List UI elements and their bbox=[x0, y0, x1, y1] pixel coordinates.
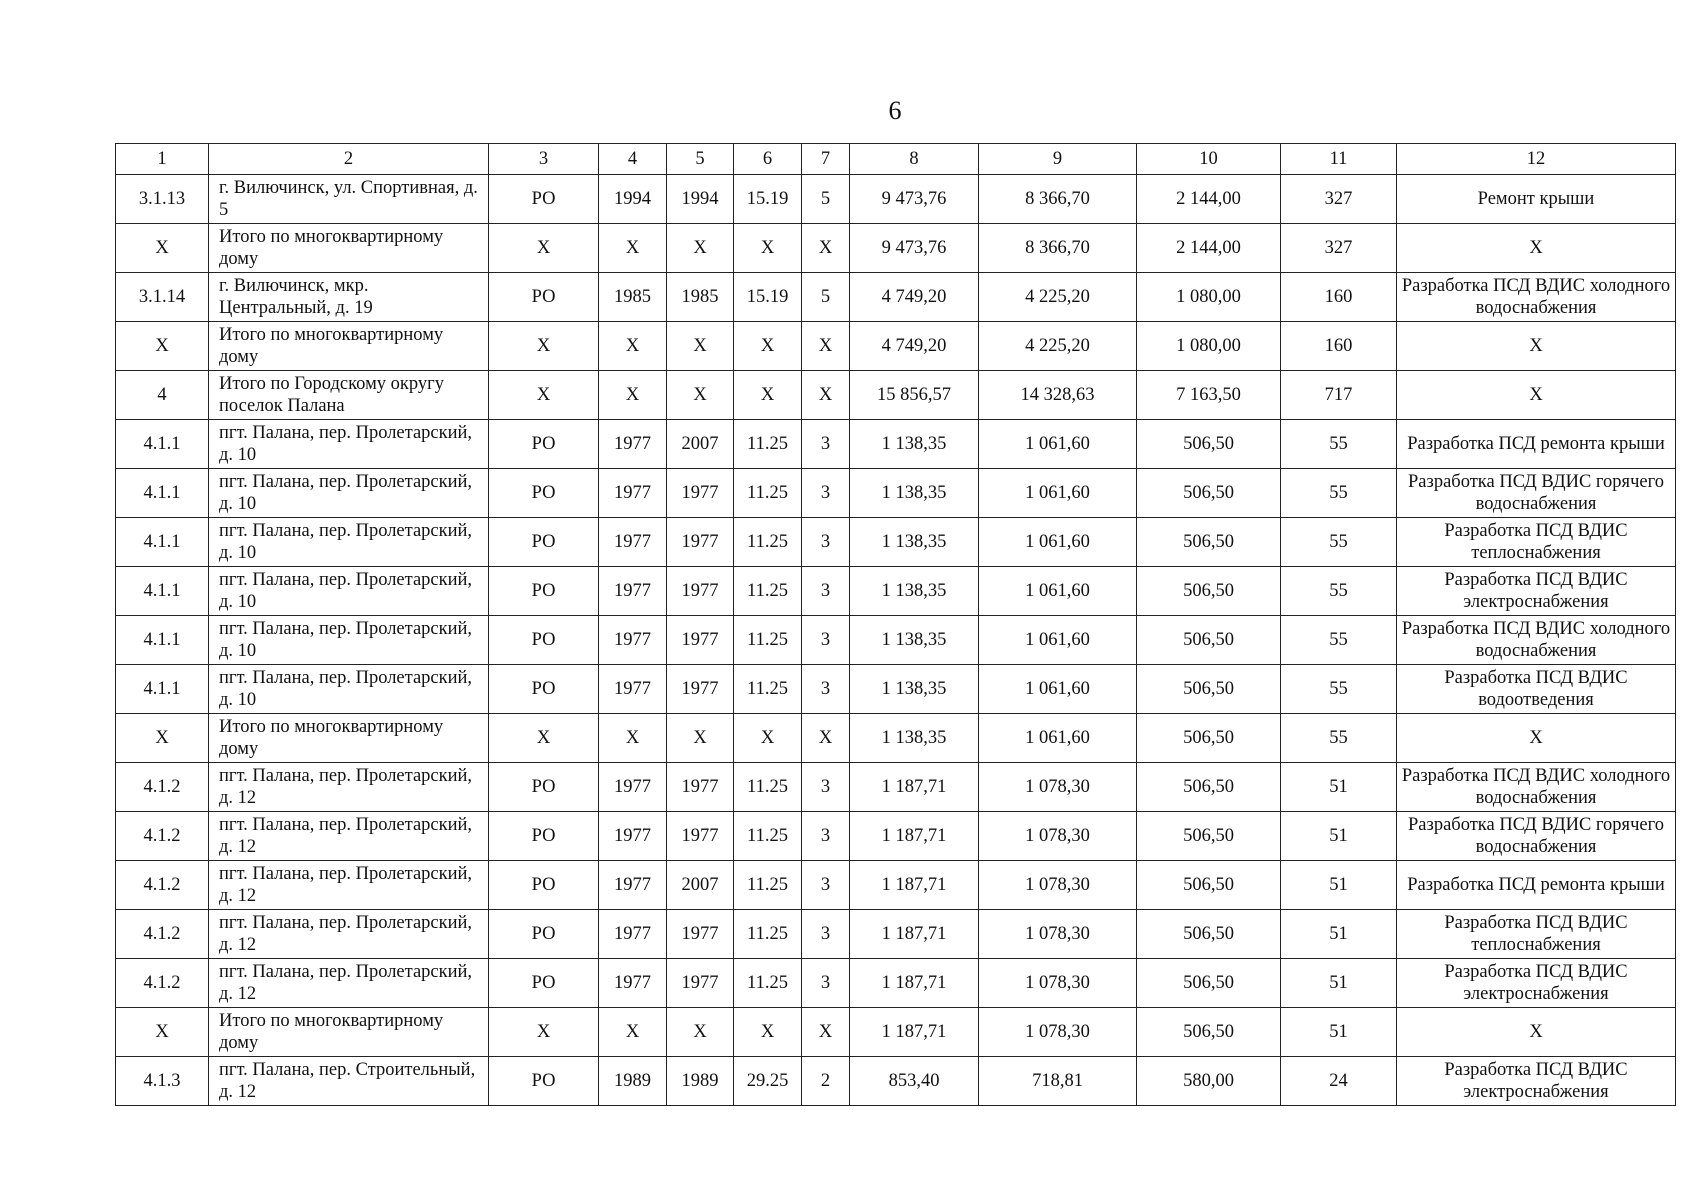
year-cell: 1977 bbox=[667, 469, 734, 518]
work-type-cell: Разработка ПСД ВДИС холодного водоснабжения bbox=[1397, 273, 1676, 322]
year-built-cell: 1977 bbox=[599, 469, 667, 518]
total-area-cell: 1 187,71 bbox=[850, 812, 979, 861]
year-built-cell: Х bbox=[599, 1008, 667, 1057]
year-cell: 1977 bbox=[667, 763, 734, 812]
page-number: 6 bbox=[888, 96, 902, 125]
area-cell: 506,50 bbox=[1137, 812, 1281, 861]
floors-cell: Х bbox=[802, 224, 850, 273]
total-area-cell: 9 473,76 bbox=[850, 224, 979, 273]
owner-cell: Х bbox=[489, 322, 599, 371]
year-built-cell: 1977 bbox=[599, 861, 667, 910]
year-built-cell: 1977 bbox=[599, 763, 667, 812]
total-area-cell: 1 138,35 bbox=[850, 665, 979, 714]
area-cell: 7 163,50 bbox=[1137, 371, 1281, 420]
table-row bbox=[116, 469, 1676, 518]
residents-cell: 51 bbox=[1281, 861, 1397, 910]
year-built-cell: 1977 bbox=[599, 420, 667, 469]
living-area-cell: 1 078,30 bbox=[979, 861, 1137, 910]
material-cell: 11.25 bbox=[734, 469, 802, 518]
residents-cell: 51 bbox=[1281, 959, 1397, 1008]
table-row bbox=[116, 959, 1676, 1008]
area-cell: 506,50 bbox=[1137, 959, 1281, 1008]
total-area-cell: 1 138,35 bbox=[850, 469, 979, 518]
owner-cell: РО bbox=[489, 273, 599, 322]
work-type-cell: Разработка ПСД ВДИС электроснабжения bbox=[1397, 959, 1676, 1008]
owner-cell: РО bbox=[489, 910, 599, 959]
address-cell: пгт. Палана, пер. Пролетарский, д. 10 bbox=[209, 518, 489, 567]
address-cell: Итого по многоквартирному дому bbox=[209, 224, 489, 273]
total-area-cell: 853,40 bbox=[850, 1057, 979, 1106]
material-cell: Х bbox=[734, 322, 802, 371]
living-area-cell: 4 225,20 bbox=[979, 273, 1137, 322]
material-cell: 11.25 bbox=[734, 812, 802, 861]
row-number-cell: 4.1.2 bbox=[116, 812, 209, 861]
row-number-cell: Х bbox=[116, 714, 209, 763]
row-number-cell: 3.1.14 bbox=[116, 273, 209, 322]
table-row bbox=[116, 910, 1676, 959]
table-row bbox=[116, 861, 1676, 910]
work-type-cell: Х bbox=[1397, 371, 1676, 420]
address-cell: пгт. Палана, пер. Пролетарский, д. 10 bbox=[209, 567, 489, 616]
area-cell: 1 080,00 bbox=[1137, 322, 1281, 371]
floors-cell: 5 bbox=[802, 175, 850, 224]
floors-cell: 3 bbox=[802, 469, 850, 518]
data-table bbox=[115, 143, 1676, 1106]
row-number-cell: 4.1.1 bbox=[116, 518, 209, 567]
owner-cell: Х bbox=[489, 714, 599, 763]
work-type-cell: Х bbox=[1397, 714, 1676, 763]
residents-cell: 717 bbox=[1281, 371, 1397, 420]
material-cell: Х bbox=[734, 1008, 802, 1057]
residents-cell: 55 bbox=[1281, 420, 1397, 469]
residents-cell: 55 bbox=[1281, 469, 1397, 518]
work-type-cell: Х bbox=[1397, 1008, 1676, 1057]
address-cell: пгт. Палана, пер. Пролетарский, д. 12 bbox=[209, 763, 489, 812]
work-type-cell: Разработка ПСД ВДИС теплоснабжения bbox=[1397, 518, 1676, 567]
year-cell: Х bbox=[667, 371, 734, 420]
residents-cell: 160 bbox=[1281, 273, 1397, 322]
address-cell: пгт. Палана, пер. Пролетарский, д. 10 bbox=[209, 469, 489, 518]
owner-cell: РО bbox=[489, 616, 599, 665]
header-cell: 7 bbox=[802, 144, 850, 175]
table-row bbox=[116, 322, 1676, 371]
floors-cell: 3 bbox=[802, 567, 850, 616]
row-number-cell: 4.1.1 bbox=[116, 420, 209, 469]
owner-cell: РО bbox=[489, 1057, 599, 1106]
address-cell: Итого по многоквартирному дому bbox=[209, 714, 489, 763]
floors-cell: 3 bbox=[802, 420, 850, 469]
floors-cell: 5 bbox=[802, 273, 850, 322]
total-area-cell: 1 187,71 bbox=[850, 763, 979, 812]
row-number-cell: Х bbox=[116, 224, 209, 273]
header-cell: 2 bbox=[209, 144, 489, 175]
work-type-cell: Разработка ПСД ремонта крыши bbox=[1397, 861, 1676, 910]
residents-cell: 51 bbox=[1281, 1008, 1397, 1057]
living-area-cell: 1 078,30 bbox=[979, 910, 1137, 959]
address-cell: г. Вилючинск, ул. Спортивная, д. 5 bbox=[209, 175, 489, 224]
total-area-cell: 1 187,71 bbox=[850, 1008, 979, 1057]
year-cell: Х bbox=[667, 1008, 734, 1057]
year-cell: 1989 bbox=[667, 1057, 734, 1106]
owner-cell: РО bbox=[489, 175, 599, 224]
address-cell: пгт. Палана, пер. Пролетарский, д. 10 bbox=[209, 420, 489, 469]
area-cell: 506,50 bbox=[1137, 420, 1281, 469]
living-area-cell: 14 328,63 bbox=[979, 371, 1137, 420]
floors-cell: 3 bbox=[802, 665, 850, 714]
address-cell: г. Вилючинск, мкр. Центральный, д. 19 bbox=[209, 273, 489, 322]
table-row bbox=[116, 175, 1676, 224]
header-cell: 10 bbox=[1137, 144, 1281, 175]
material-cell: 11.25 bbox=[734, 665, 802, 714]
area-cell: 1 080,00 bbox=[1137, 273, 1281, 322]
header-cell: 9 bbox=[979, 144, 1137, 175]
table-row bbox=[116, 714, 1676, 763]
work-type-cell: Разработка ПСД ВДИС горячего водоснабжения bbox=[1397, 812, 1676, 861]
owner-cell: РО bbox=[489, 959, 599, 1008]
year-built-cell: 1977 bbox=[599, 910, 667, 959]
year-cell: 1977 bbox=[667, 567, 734, 616]
work-type-cell: Х bbox=[1397, 224, 1676, 273]
residents-cell: 51 bbox=[1281, 812, 1397, 861]
row-number-cell: 4.1.1 bbox=[116, 567, 209, 616]
residents-cell: 55 bbox=[1281, 665, 1397, 714]
year-built-cell: Х bbox=[599, 371, 667, 420]
work-type-cell: Разработка ПСД ВДИС электроснабжения bbox=[1397, 567, 1676, 616]
residents-cell: 160 bbox=[1281, 322, 1397, 371]
material-cell: 11.25 bbox=[734, 518, 802, 567]
year-built-cell: 1985 bbox=[599, 273, 667, 322]
owner-cell: РО bbox=[489, 420, 599, 469]
living-area-cell: 1 061,60 bbox=[979, 567, 1137, 616]
address-cell: пгт. Палана, пер. Пролетарский, д. 10 bbox=[209, 616, 489, 665]
residents-cell: 55 bbox=[1281, 714, 1397, 763]
year-cell: 2007 bbox=[667, 861, 734, 910]
area-cell: 506,50 bbox=[1137, 469, 1281, 518]
year-cell: 1977 bbox=[667, 959, 734, 1008]
table-row bbox=[116, 224, 1676, 273]
owner-cell: Х bbox=[489, 371, 599, 420]
header-cell: 12 bbox=[1397, 144, 1676, 175]
row-number-cell: 4 bbox=[116, 371, 209, 420]
header-cell: 1 bbox=[116, 144, 209, 175]
row-number-cell: 4.1.2 bbox=[116, 959, 209, 1008]
residents-cell: 51 bbox=[1281, 763, 1397, 812]
table-row bbox=[116, 665, 1676, 714]
year-built-cell: 1994 bbox=[599, 175, 667, 224]
total-area-cell: 1 138,35 bbox=[850, 567, 979, 616]
area-cell: 506,50 bbox=[1137, 763, 1281, 812]
area-cell: 2 144,00 bbox=[1137, 175, 1281, 224]
row-number-cell: 4.1.2 bbox=[116, 910, 209, 959]
work-type-cell: Разработка ПСД ВДИС холодного водоснабжения bbox=[1397, 616, 1676, 665]
table-row bbox=[116, 567, 1676, 616]
year-cell: Х bbox=[667, 322, 734, 371]
total-area-cell: 15 856,57 bbox=[850, 371, 979, 420]
material-cell: 11.25 bbox=[734, 616, 802, 665]
year-cell: Х bbox=[667, 224, 734, 273]
floors-cell: 3 bbox=[802, 763, 850, 812]
address-cell: пгт. Палана, пер. Пролетарский, д. 12 bbox=[209, 910, 489, 959]
total-area-cell: 9 473,76 bbox=[850, 175, 979, 224]
address-cell: пгт. Палана, пер. Пролетарский, д. 12 bbox=[209, 861, 489, 910]
header-cell: 8 bbox=[850, 144, 979, 175]
work-type-cell: Разработка ПСД ремонта крыши bbox=[1397, 420, 1676, 469]
living-area-cell: 4 225,20 bbox=[979, 322, 1137, 371]
work-type-cell: Разработка ПСД ВДИС теплоснабжения bbox=[1397, 910, 1676, 959]
address-cell: пгт. Палана, пер. Пролетарский, д. 10 bbox=[209, 665, 489, 714]
work-type-cell: Разработка ПСД ВДИС электроснабжения bbox=[1397, 1057, 1676, 1106]
owner-cell: РО bbox=[489, 861, 599, 910]
table-row bbox=[116, 273, 1676, 322]
row-number-cell: Х bbox=[116, 322, 209, 371]
total-area-cell: 4 749,20 bbox=[850, 273, 979, 322]
table-row bbox=[116, 420, 1676, 469]
total-area-cell: 1 138,35 bbox=[850, 616, 979, 665]
row-number-cell: Х bbox=[116, 1008, 209, 1057]
floors-cell: 3 bbox=[802, 861, 850, 910]
year-built-cell: 1977 bbox=[599, 567, 667, 616]
total-area-cell: 1 138,35 bbox=[850, 714, 979, 763]
living-area-cell: 1 061,60 bbox=[979, 420, 1137, 469]
owner-cell: РО bbox=[489, 469, 599, 518]
row-number-cell: 4.1.2 bbox=[116, 763, 209, 812]
row-number-cell: 4.1.2 bbox=[116, 861, 209, 910]
table-row bbox=[116, 518, 1676, 567]
year-built-cell: 1977 bbox=[599, 812, 667, 861]
material-cell: Х bbox=[734, 714, 802, 763]
residents-cell: 24 bbox=[1281, 1057, 1397, 1106]
table-row bbox=[116, 1008, 1676, 1057]
year-built-cell: 1977 bbox=[599, 616, 667, 665]
address-cell: Итого по Городскому округу поселок Палана bbox=[209, 371, 489, 420]
residents-cell: 55 bbox=[1281, 616, 1397, 665]
living-area-cell: 8 366,70 bbox=[979, 175, 1137, 224]
area-cell: 506,50 bbox=[1137, 518, 1281, 567]
header-cell: 4 bbox=[599, 144, 667, 175]
living-area-cell: 1 078,30 bbox=[979, 763, 1137, 812]
floors-cell: Х bbox=[802, 371, 850, 420]
owner-cell: РО bbox=[489, 763, 599, 812]
living-area-cell: 8 366,70 bbox=[979, 224, 1137, 273]
material-cell: 29.25 bbox=[734, 1057, 802, 1106]
floors-cell: Х bbox=[802, 322, 850, 371]
owner-cell: РО bbox=[489, 518, 599, 567]
floors-cell: 3 bbox=[802, 812, 850, 861]
residents-cell: 55 bbox=[1281, 518, 1397, 567]
row-number-cell: 4.1.1 bbox=[116, 616, 209, 665]
living-area-cell: 718,81 bbox=[979, 1057, 1137, 1106]
area-cell: 2 144,00 bbox=[1137, 224, 1281, 273]
floors-cell: 3 bbox=[802, 518, 850, 567]
floors-cell: 3 bbox=[802, 616, 850, 665]
table-body bbox=[116, 144, 1676, 1106]
area-cell: 506,50 bbox=[1137, 616, 1281, 665]
year-built-cell: Х bbox=[599, 322, 667, 371]
header-cell: 6 bbox=[734, 144, 802, 175]
material-cell: Х bbox=[734, 371, 802, 420]
material-cell: 11.25 bbox=[734, 910, 802, 959]
year-cell: 1977 bbox=[667, 910, 734, 959]
total-area-cell: 1 138,35 bbox=[850, 420, 979, 469]
work-type-cell: Разработка ПСД ВДИС горячего водоснабжения bbox=[1397, 469, 1676, 518]
table-row bbox=[116, 763, 1676, 812]
address-cell: пгт. Палана, пер. Пролетарский, д. 12 bbox=[209, 959, 489, 1008]
residents-cell: 327 bbox=[1281, 224, 1397, 273]
living-area-cell: 1 061,60 bbox=[979, 665, 1137, 714]
year-built-cell: 1977 bbox=[599, 518, 667, 567]
owner-cell: РО bbox=[489, 567, 599, 616]
year-built-cell: Х bbox=[599, 224, 667, 273]
header-cell: 11 bbox=[1281, 144, 1397, 175]
area-cell: 506,50 bbox=[1137, 1008, 1281, 1057]
owner-cell: РО bbox=[489, 812, 599, 861]
owner-cell: РО bbox=[489, 665, 599, 714]
row-number-cell: 4.1.1 bbox=[116, 469, 209, 518]
work-type-cell: Разработка ПСД ВДИС холодного водоснабжения bbox=[1397, 763, 1676, 812]
total-area-cell: 1 187,71 bbox=[850, 959, 979, 1008]
year-cell: 1977 bbox=[667, 616, 734, 665]
table-row bbox=[116, 812, 1676, 861]
table-row bbox=[116, 1057, 1676, 1106]
total-area-cell: 4 749,20 bbox=[850, 322, 979, 371]
material-cell: 11.25 bbox=[734, 861, 802, 910]
year-cell: 2007 bbox=[667, 420, 734, 469]
header-cell: 5 bbox=[667, 144, 734, 175]
floors-cell: 2 bbox=[802, 1057, 850, 1106]
material-cell: 11.25 bbox=[734, 959, 802, 1008]
address-cell: пгт. Палана, пер. Строительный, д. 12 bbox=[209, 1057, 489, 1106]
year-cell: 1977 bbox=[667, 665, 734, 714]
living-area-cell: 1 078,30 bbox=[979, 812, 1137, 861]
area-cell: 506,50 bbox=[1137, 714, 1281, 763]
year-cell: 1977 bbox=[667, 518, 734, 567]
owner-cell: Х bbox=[489, 1008, 599, 1057]
row-number-cell: 4.1.3 bbox=[116, 1057, 209, 1106]
living-area-cell: 1 078,30 bbox=[979, 1008, 1137, 1057]
material-cell: 11.25 bbox=[734, 567, 802, 616]
living-area-cell: 1 061,60 bbox=[979, 518, 1137, 567]
year-built-cell: 1989 bbox=[599, 1057, 667, 1106]
owner-cell: Х bbox=[489, 224, 599, 273]
material-cell: 11.25 bbox=[734, 763, 802, 812]
total-area-cell: 1 187,71 bbox=[850, 910, 979, 959]
floors-cell: Х bbox=[802, 1008, 850, 1057]
table-row bbox=[116, 371, 1676, 420]
address-cell: пгт. Палана, пер. Пролетарский, д. 12 bbox=[209, 812, 489, 861]
work-type-cell: Х bbox=[1397, 322, 1676, 371]
table-row bbox=[116, 616, 1676, 665]
year-cell: 1977 bbox=[667, 812, 734, 861]
work-type-cell: Разработка ПСД ВДИС водоотведения bbox=[1397, 665, 1676, 714]
material-cell: 15.19 bbox=[734, 175, 802, 224]
living-area-cell: 1 061,60 bbox=[979, 616, 1137, 665]
area-cell: 506,50 bbox=[1137, 910, 1281, 959]
area-cell: 506,50 bbox=[1137, 861, 1281, 910]
floors-cell: 3 bbox=[802, 959, 850, 1008]
year-cell: Х bbox=[667, 714, 734, 763]
area-cell: 506,50 bbox=[1137, 665, 1281, 714]
living-area-cell: 1 078,30 bbox=[979, 959, 1137, 1008]
address-cell: Итого по многоквартирному дому bbox=[209, 1008, 489, 1057]
year-cell: 1994 bbox=[667, 175, 734, 224]
address-cell: Итого по многоквартирному дому bbox=[209, 322, 489, 371]
material-cell: 15.19 bbox=[734, 273, 802, 322]
residents-cell: 55 bbox=[1281, 567, 1397, 616]
year-built-cell: 1977 bbox=[599, 959, 667, 1008]
year-built-cell: Х bbox=[599, 714, 667, 763]
residents-cell: 327 bbox=[1281, 175, 1397, 224]
floors-cell: Х bbox=[802, 714, 850, 763]
material-cell: Х bbox=[734, 224, 802, 273]
area-cell: 580,00 bbox=[1137, 1057, 1281, 1106]
residents-cell: 51 bbox=[1281, 910, 1397, 959]
header-row bbox=[116, 144, 1676, 175]
header-cell: 3 bbox=[489, 144, 599, 175]
living-area-cell: 1 061,60 bbox=[979, 469, 1137, 518]
year-built-cell: 1977 bbox=[599, 665, 667, 714]
material-cell: 11.25 bbox=[734, 420, 802, 469]
year-cell: 1985 bbox=[667, 273, 734, 322]
total-area-cell: 1 138,35 bbox=[850, 518, 979, 567]
work-type-cell: Ремонт крыши bbox=[1397, 175, 1676, 224]
area-cell: 506,50 bbox=[1137, 567, 1281, 616]
total-area-cell: 1 187,71 bbox=[850, 861, 979, 910]
row-number-cell: 4.1.1 bbox=[116, 665, 209, 714]
floors-cell: 3 bbox=[802, 910, 850, 959]
row-number-cell: 3.1.13 bbox=[116, 175, 209, 224]
living-area-cell: 1 061,60 bbox=[979, 714, 1137, 763]
